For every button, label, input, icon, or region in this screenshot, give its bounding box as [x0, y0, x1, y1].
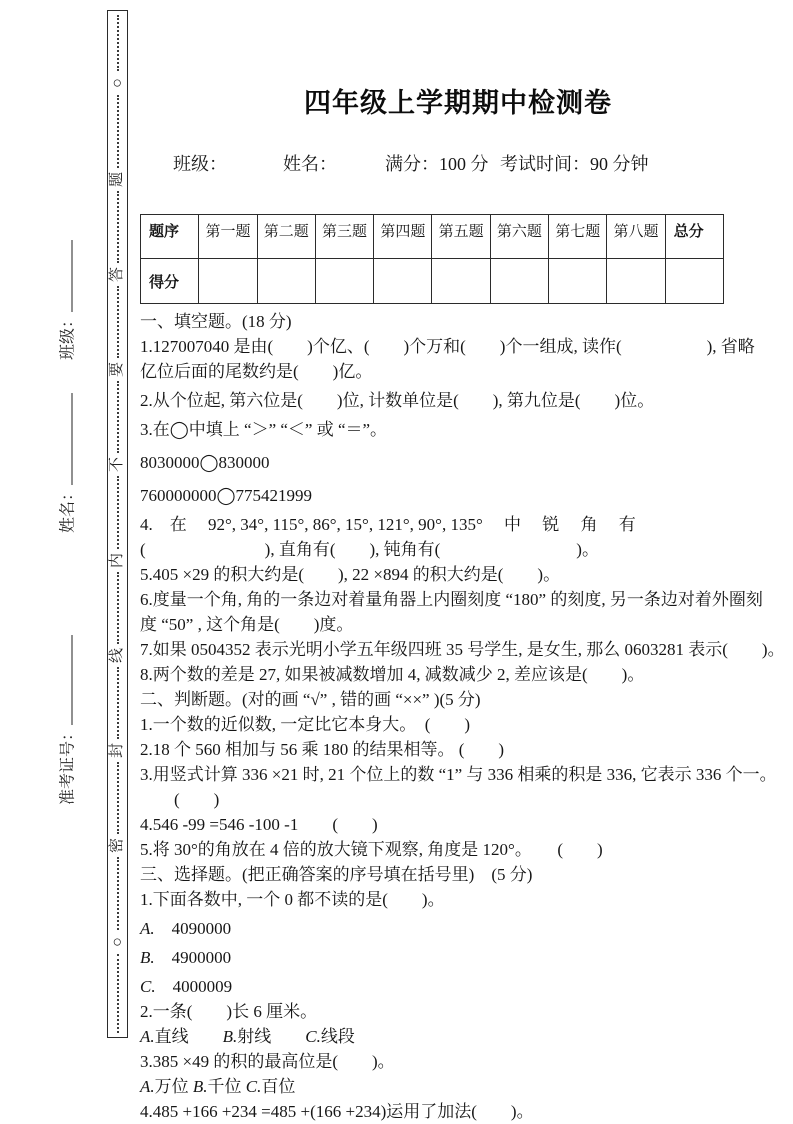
question-line: 2.从个位起, 第六位是( )位, 计数单位是( ), 第九位是( )位。	[140, 391, 655, 410]
student-info-row	[140, 150, 776, 178]
score-table-header-cell: 第二题	[257, 215, 315, 259]
dotted-line-segment	[117, 95, 119, 167]
dotted-line-segment	[117, 857, 119, 929]
class-blank-line	[58, 240, 73, 312]
name-blank-line	[58, 393, 73, 485]
exam-number-blank-line	[58, 635, 73, 725]
score-cell	[374, 259, 432, 304]
option-letter: A.	[140, 1077, 155, 1096]
question-line: 2.一条( )长 6 厘米。	[140, 1002, 318, 1021]
question-line: 5.405 ×29 的积大约是( ), 22 ×894 的积大约是( )。	[140, 565, 561, 584]
name-margin-label	[55, 393, 78, 533]
class-margin-label	[55, 240, 78, 360]
info-item: 姓名：	[283, 154, 337, 174]
option-letter: B.	[140, 948, 155, 967]
option-letter: C.	[305, 1027, 321, 1046]
info-item: 考试时间：90 分钟	[500, 154, 649, 174]
dotted-line-segment	[117, 667, 119, 739]
dotted-line-segment	[117, 191, 119, 263]
exam-content	[140, 0, 785, 1124]
seal-line-char: 要	[108, 362, 125, 378]
seal-line-char: 封	[108, 743, 125, 759]
question-line: 3.385 ×49 的积的最高位是( )。	[140, 1052, 395, 1071]
question-line: 3.在◯中填上 “＞” “＜” 或 “＝”。	[140, 420, 388, 439]
seal-line-circle: ○	[108, 936, 126, 947]
score-cell	[432, 259, 490, 304]
section-heading: 一、填空题。(18 分)	[140, 312, 292, 331]
score-table-header-cell: 第六题	[490, 215, 548, 259]
question-line: 亿位后面的尾数约是( )亿。	[140, 362, 373, 381]
option-text: 万位	[154, 1077, 193, 1096]
section-heading: 二、判断题。(对的画 “√” , 错的画 “××” )(5 分)	[140, 690, 481, 709]
score-cell	[315, 259, 373, 304]
option-letter: C.	[140, 977, 156, 996]
score-cell	[665, 259, 723, 304]
seal-line-strip	[107, 10, 128, 1038]
dotted-line-segment	[117, 286, 119, 358]
option-text: 千位	[207, 1077, 246, 1096]
option-text: 射线	[237, 1027, 306, 1046]
option-text: 4000009	[155, 977, 233, 996]
question-line: 8030000◯830000	[140, 453, 270, 472]
question-line: ( ), 直角有( ), 钝角有( )。	[140, 540, 599, 559]
question-line: 8.两个数的差是 27, 如果被减数增加 4, 减数减少 2, 差应该是( )。	[140, 665, 645, 684]
score-table-header-cell: 第八题	[607, 215, 665, 259]
question-line: 4.485 +166 +234 =485 +(166 +234)运用了加法( )。	[140, 1102, 534, 1121]
section-heading: 三、选择题。(把正确答案的序号填在括号里) (5 分)	[140, 865, 533, 884]
score-table-header-cell: 第五题	[432, 215, 490, 259]
class-margin-label-text: 班级：	[59, 311, 77, 361]
question-line	[140, 945, 776, 970]
seal-line-char: 题	[108, 171, 125, 187]
question-line	[140, 1024, 776, 1049]
exam-number-margin-label	[55, 635, 78, 805]
score-cell	[549, 259, 607, 304]
question-line: 度 “50” , 这个角是( )度。	[140, 615, 354, 634]
question-line: 1.下面各数中, 一个 0 都不读的是( )。	[140, 890, 445, 909]
page-title: 四年级上学期期中检测卷	[304, 88, 612, 119]
question-line	[140, 1074, 776, 1099]
seal-line-char: 不	[108, 457, 125, 473]
score-table-header-cell: 题序	[141, 215, 199, 259]
question-line: 5.将 30°的角放在 4 倍的放大镜下观察, 角度是 120°。 ( )	[140, 840, 603, 859]
option-letter: B.	[222, 1027, 238, 1046]
score-table-header-cell: 第七题	[549, 215, 607, 259]
question-line: 4.546 -99 =546 -100 -1 ( )	[140, 815, 378, 834]
score-cell	[607, 259, 665, 304]
option-text: 4090000	[154, 919, 232, 938]
option-letter: A.	[140, 919, 155, 938]
dotted-line-segment	[117, 381, 119, 453]
score-table	[140, 214, 724, 304]
option-letter: B.	[192, 1077, 208, 1096]
dotted-line-segment	[117, 762, 119, 834]
seal-line-char: 内	[108, 552, 125, 568]
seal-line-char: 答	[108, 266, 125, 282]
question-line: 3.用竖式计算 336 ×21 时, 21 个位上的数 “1” 与 336 相乘的积是 336, 它表示 336 个一。	[140, 765, 777, 784]
dotted-line-segment	[117, 572, 119, 644]
score-table-score-row	[141, 259, 724, 304]
question-line: 4. 在 92°, 34°, 115°, 86°, 15°, 121°, 90°, 135° 中 锐 角 有	[140, 515, 636, 534]
score-table-header-cell: 第四题	[374, 215, 432, 259]
option-text: 4900000	[154, 948, 232, 967]
score-cell	[490, 259, 548, 304]
info-item: 班级：	[173, 154, 227, 174]
score-cell	[257, 259, 315, 304]
question-line: 2.18 个 560 相加与 56 乘 180 的结果相等。 ( )	[140, 740, 505, 759]
option-text: 百位	[261, 1077, 296, 1096]
seal-line-char: 线	[108, 647, 125, 663]
question-line: 1.127007040 是由( )个亿、( )个万和( )个一组成, 读作( ), 省略	[140, 337, 755, 356]
seal-line-circle: ○	[108, 78, 126, 89]
question-line	[140, 916, 776, 941]
score-table-header-row	[141, 215, 724, 259]
question-line: ( )	[140, 790, 220, 809]
dotted-line-segment	[117, 954, 119, 1033]
question-line	[140, 974, 776, 999]
info-item: 满分：100 分	[385, 154, 489, 174]
question-line: 760000000◯775421999	[140, 486, 313, 505]
option-text: 直线	[154, 1027, 223, 1046]
question-line: 1.一个数的近似数, 一定比它本身大。 ( )	[140, 715, 471, 734]
question-body	[140, 309, 785, 1124]
score-table-header-cell: 总分	[665, 215, 723, 259]
question-line: 7.如果 0504352 表示光明小学五年级四班 35 号学生, 是女生, 那么 0603281 表示( )。	[140, 640, 785, 659]
question-line: 6.度量一个角, 角的一条边对着量角器上内圈刻度 “180” 的刻度, 另一条边对着外圈刻	[140, 590, 763, 609]
option-letter: A.	[140, 1027, 155, 1046]
seal-line-char: 密	[108, 838, 125, 854]
score-table-header-cell: 第三题	[315, 215, 373, 259]
name-margin-label-text: 姓名：	[59, 484, 77, 534]
option-text: 线段	[320, 1027, 355, 1046]
score-cell	[199, 259, 257, 304]
score-table-header-cell: 第一题	[199, 215, 257, 259]
exam-number-margin-label-text: 准考证号：	[59, 724, 77, 806]
dotted-line-segment	[117, 15, 119, 71]
option-letter: C.	[245, 1077, 262, 1096]
score-row-label: 得分	[141, 259, 199, 304]
dotted-line-segment	[117, 476, 119, 548]
